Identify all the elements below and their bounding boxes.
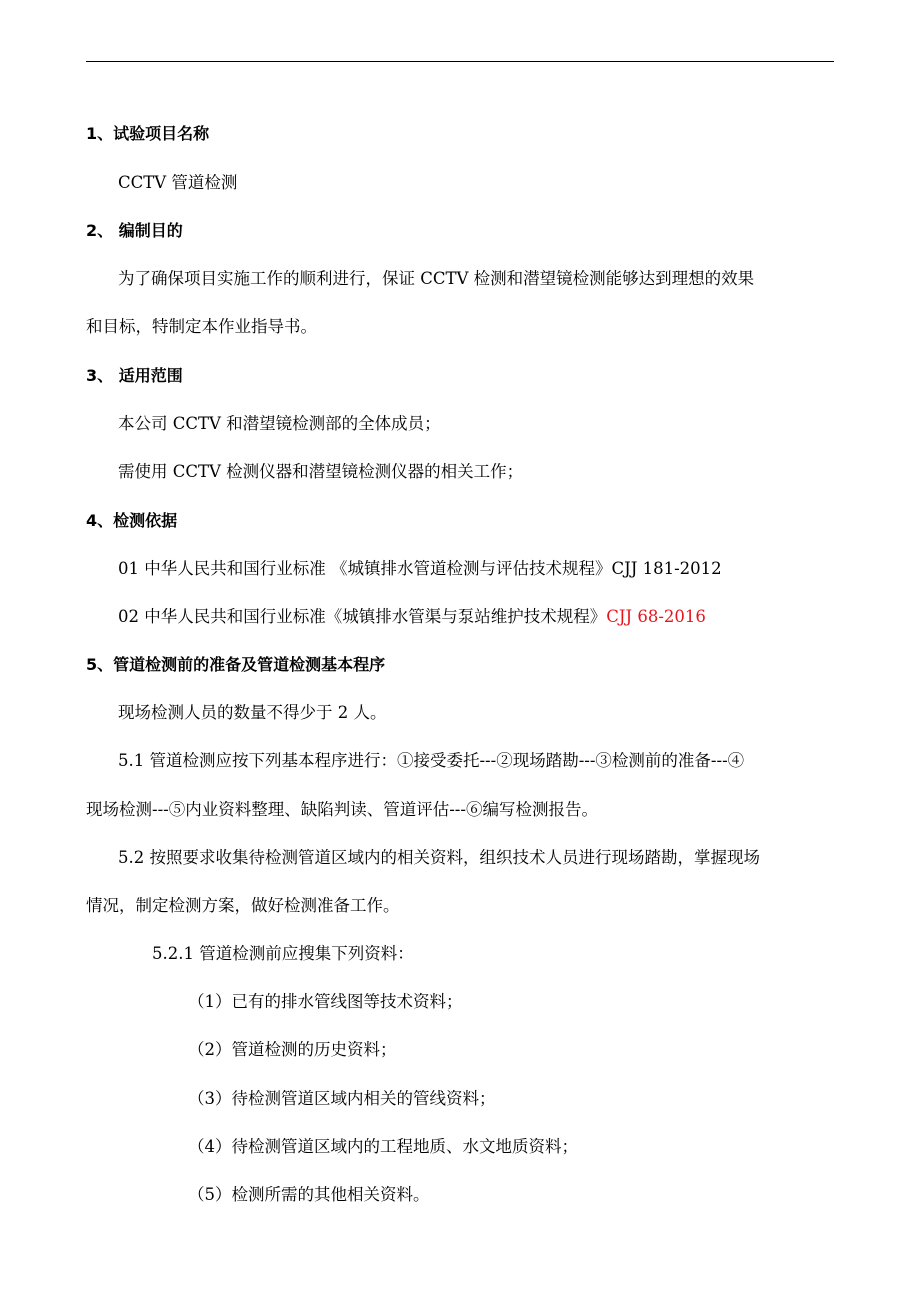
clause-5-2-line2: 情况，制定检测方案，做好检测准备工作。 xyxy=(86,896,400,915)
list-item: （5）检测所需的其他相关资料。 xyxy=(188,1185,430,1204)
section-2-body-line2: 和目标，特制定本作业指导书。 xyxy=(86,317,317,336)
reference-2 xyxy=(118,607,706,627)
section-2-heading: 2、 编制目的 xyxy=(86,221,183,240)
section-4-heading: 4、检测依据 xyxy=(86,511,178,530)
list-item: （4）待检测管道区域内的工程地质、水文地质资料； xyxy=(188,1137,578,1156)
section-5-heading: 5、管道检测前的准备及管道检测基本程序 xyxy=(86,655,386,674)
clause-5-1-line2: 现场检测---⑤内业资料整理、缺陷判读、管道评估---⑥编写检测报告。 xyxy=(86,800,598,819)
clause-5-2-line1: 5.2 按照要求收集待检测管道区域内的相关资料，组织技术人员进行现场踏勘，掌握现场 xyxy=(118,848,760,867)
list-item: （1）已有的排水管线图等技术资料； xyxy=(188,992,463,1011)
clause-5-2-1: 5.2.1 管道检测前应搜集下列资料： xyxy=(152,944,414,963)
section-1-body: CCTV 管道检测 xyxy=(118,173,238,192)
reference-2-title: 02 中华人民共和国行业标准《城镇排水管渠与泵站维护技术规程》 xyxy=(118,607,607,626)
clause-5-1-line1: 5.1 管道检测应按下列基本程序进行：①接受委托---②现场踏勘---③检测前的准备---④ xyxy=(118,751,745,770)
section-3-item: 需使用 CCTV 检测仪器和潜望镜检测仪器的相关工作； xyxy=(118,462,524,481)
section-3-item: 本公司 CCTV 和潜望镜检测部的全体成员； xyxy=(118,414,441,433)
personnel-requirement: 现场检测人员的数量不得少于 2 人。 xyxy=(118,703,387,722)
list-item: （2）管道检测的历史资料； xyxy=(188,1040,397,1059)
reference-1: 01 中华人民共和国行业标准 《城镇排水管道检测与评估技术规程》CJJ 181-2012 xyxy=(118,559,722,578)
section-3-heading: 3、 适用范围 xyxy=(86,366,183,385)
section-2-body-line1: 为了确保项目实施工作的顺利进行，保证 CCTV 检测和潜望镜检测能够达到理想的效果 xyxy=(118,269,755,288)
header-rule xyxy=(86,61,834,62)
list-item: （3）待检测管道区域内相关的管线资料； xyxy=(188,1089,496,1108)
section-1-heading: 1、试验项目名称 xyxy=(86,124,210,143)
reference-2-code: CJJ 68-2016 xyxy=(606,607,706,626)
